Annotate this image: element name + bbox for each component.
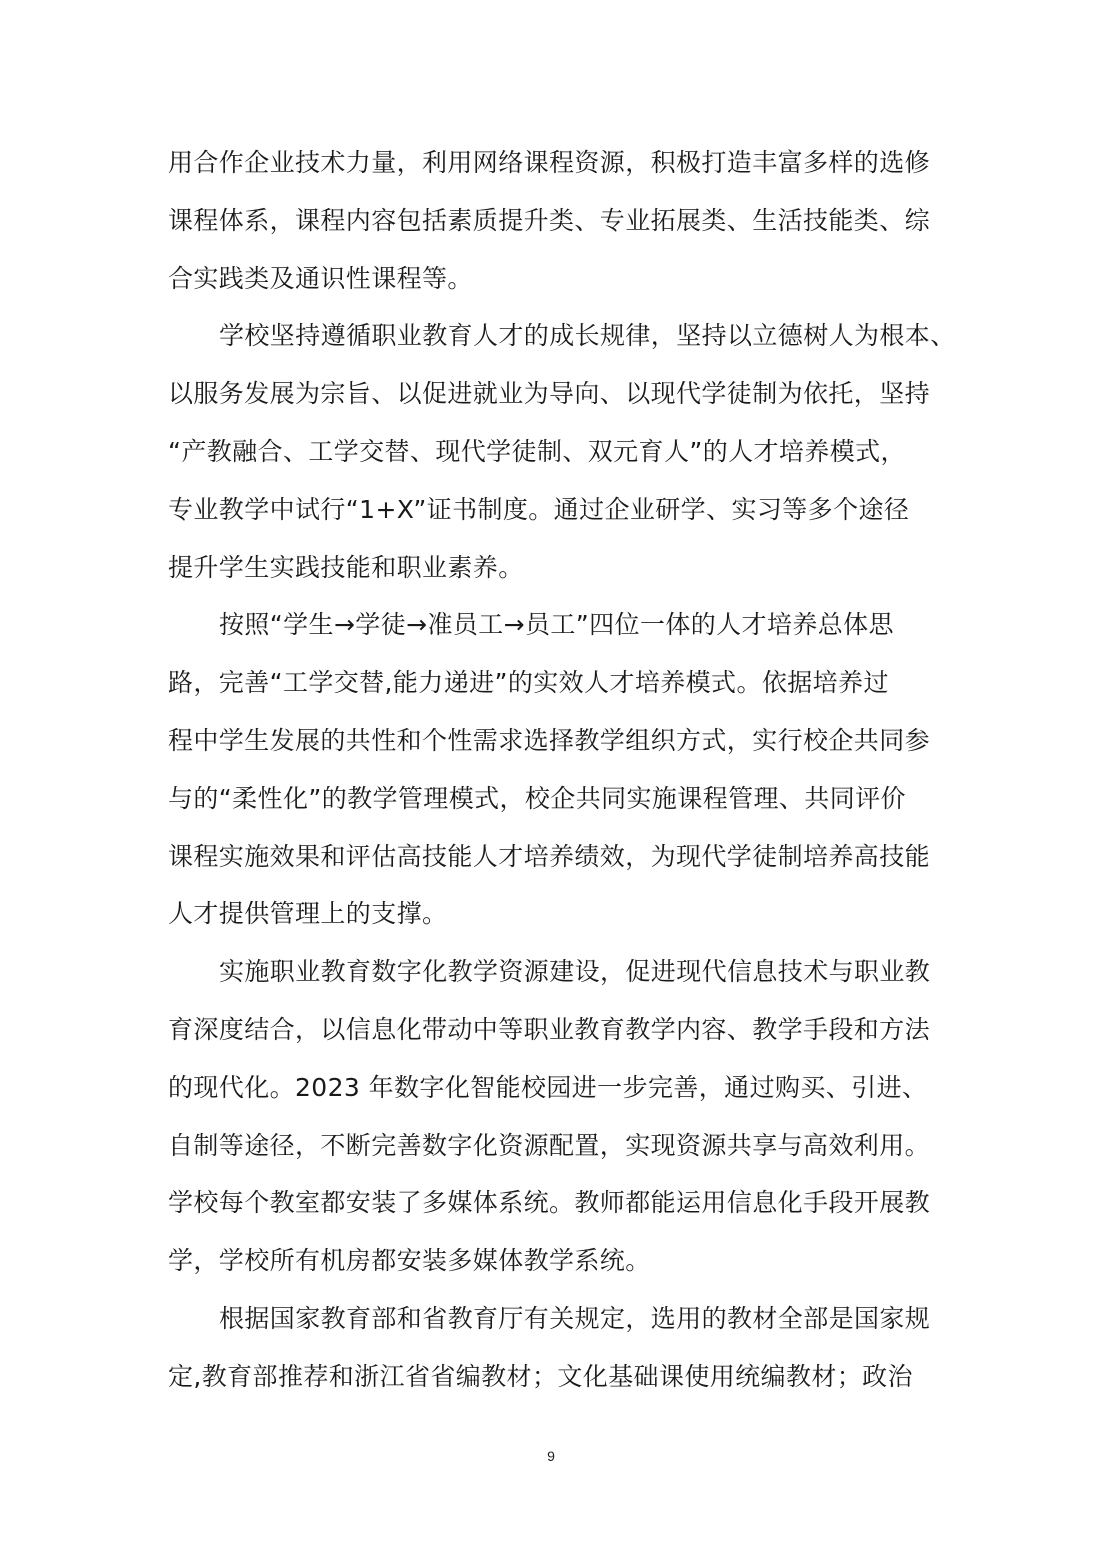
text-line: 课程实施效果和评估高技能人才培养绩效，为现代学徒制培养高技能 xyxy=(168,841,931,871)
page-number: 9 xyxy=(547,1448,555,1464)
text-line: 育深度结合，以信息化带动中等职业教育教学内容、教学手段和方法 xyxy=(168,1014,931,1044)
paragraph-1 xyxy=(168,134,958,307)
text-line: 学，学校所有机房都安装多媒体教学系统。 xyxy=(168,1246,651,1276)
text-line: 学校每个教室都安装了多媒体系统。教师都能运用信息化手段开展教 xyxy=(168,1188,931,1218)
text-line: 提升学生实践技能和职业素养。 xyxy=(168,552,524,582)
text-line: 的现代化。2023 年数字化智能校园进一步完善，通过购买、引进、 xyxy=(168,1072,928,1102)
text-line: 人才提供管理上的支撑。 xyxy=(168,899,448,929)
text-line: 用合作企业技术力量，利用网络课程资源，积极打造丰富多样的选修 xyxy=(168,148,931,177)
text-line: 专业教学中试行“1+X”证书制度。通过企业研学、实习等多个途径 xyxy=(168,494,910,524)
text-line: 定,教育部推荐和浙江省省编教材；文化基础课使用统编教材；政治 xyxy=(168,1361,913,1391)
text-line: 自制等途径，不断完善数字化资源配置，实现资源共享与高效利用。 xyxy=(168,1130,931,1160)
text-line: 根据国家教育部和省教育厅有关规定，选用的教材全部是国家规 xyxy=(219,1303,931,1333)
text-line: 与的“柔性化”的教学管理模式，校企共同实施课程管理、共同评价 xyxy=(168,783,906,813)
paragraph-2 xyxy=(168,307,958,596)
paragraph-4 xyxy=(168,943,958,1290)
text-line: “产教融合、工学交替、现代学徒制、双元育人”的人才培养模式， xyxy=(168,436,906,466)
text-line: 课程体系，课程内容包括素质提升类、专业拓展类、生活技能类、综 xyxy=(168,205,931,235)
body-text xyxy=(168,134,958,1406)
text-line: 合实践类及通识性课程等。 xyxy=(168,263,473,293)
text-line: 路，完善“工学交替,能力递进”的实效人才培养模式。依据培养过 xyxy=(168,668,889,698)
text-line: 以服务发展为宗旨、以促进就业为导向、以现代学徒制为依托，坚持 xyxy=(168,379,931,409)
text-line: 实施职业教育数字化教学资源建设，促进现代信息技术与职业教 xyxy=(219,957,931,987)
text-line: 程中学生发展的共性和个性需求选择教学组织方式，实行校企共同参 xyxy=(168,725,931,755)
text-line: 按照“学生→学徒→准员工→员工”四位一体的人才培养总体思 xyxy=(219,610,894,640)
paragraph-3 xyxy=(168,596,958,943)
text-line: 学校坚持遵循职业教育人才的成长规律，坚持以立德树人为根本、 xyxy=(219,321,956,351)
paragraph-5 xyxy=(168,1290,958,1406)
